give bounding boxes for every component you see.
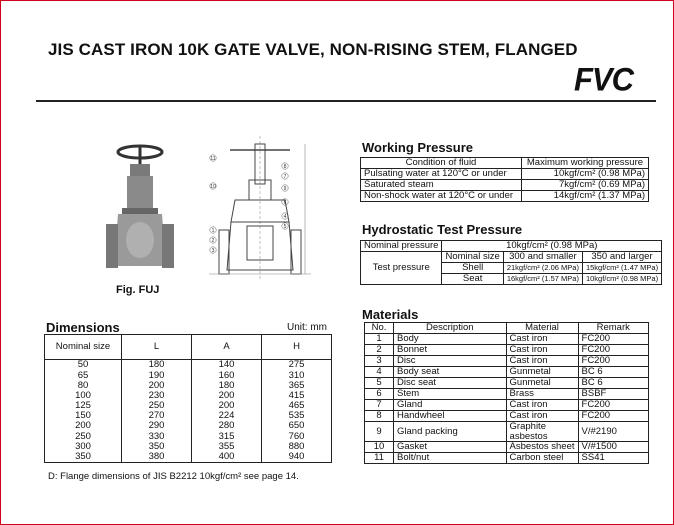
table-row (365, 334, 649, 345)
material-cell: Brass (506, 389, 578, 400)
material-cell: Cast iron (506, 400, 578, 411)
nominal-size-cell: 250 (45, 431, 122, 441)
table-row (361, 191, 649, 202)
materials-heading: Materials (362, 307, 419, 322)
callout-label: 7 (283, 174, 287, 180)
table-row (361, 180, 649, 191)
material-cell: Graphite asbestos (506, 422, 578, 442)
h-cell: 365 (262, 380, 332, 390)
callout-label: 9 (283, 186, 287, 192)
description-header: Description (394, 323, 507, 334)
callout-label: 8 (283, 164, 287, 170)
size-large-header: 350 and larger (582, 252, 661, 263)
dimensions-table (44, 334, 332, 463)
l-cell: 180 (122, 360, 192, 371)
remark-cell: SS41 (578, 453, 648, 464)
no-cell: 11 (365, 453, 394, 464)
h-cell: 940 (262, 452, 332, 463)
table-header-row (365, 323, 649, 334)
dimensions-heading: Dimensions (46, 320, 120, 335)
no-cell: 1 (365, 334, 394, 345)
remark-cell: BC 6 (578, 367, 648, 378)
no-cell: 10 (365, 442, 394, 453)
l-header: L (122, 335, 192, 360)
nominal-size-cell: 125 (45, 401, 122, 411)
callout-label: 3 (211, 248, 215, 254)
callout-label: 1 (211, 228, 215, 234)
no-cell: 2 (365, 345, 394, 356)
table-row (365, 378, 649, 389)
pressure-cell: 7kgf/cm² (0.69 MPa) (521, 180, 648, 191)
flange-note: D: Flange dimensions of JIS B2212 10kgf/cm² see page 14. (48, 471, 299, 482)
table-row (365, 442, 649, 453)
description-cell: Gland (394, 400, 507, 411)
shell-label: Shell (442, 263, 503, 274)
a-cell: 180 (192, 380, 262, 390)
fvc-logo: FVC (574, 61, 633, 98)
l-cell: 380 (122, 452, 192, 463)
table-row (361, 252, 662, 263)
remark-cell: FC200 (578, 356, 648, 367)
no-cell: 5 (365, 378, 394, 389)
seat-large-value: 10kgf/cm² (0.98 MPa) (582, 274, 661, 285)
l-cell: 190 (122, 370, 192, 380)
nominal-size-cell: 300 (45, 442, 122, 452)
figure-label: Fig. FUJ (116, 284, 160, 296)
nominal-size-cell: 50 (45, 360, 122, 371)
remark-cell: FC200 (578, 411, 648, 422)
description-cell: Gland packing (394, 422, 507, 442)
nominal-size-label: Nominal size (442, 252, 503, 263)
material-cell: Cast iron (506, 345, 578, 356)
h-cell: 465 (262, 401, 332, 411)
size-small-header: 300 and smaller (503, 252, 582, 263)
nominal-pressure-label: Nominal pressure (361, 241, 442, 252)
l-cell: 250 (122, 401, 192, 411)
nominal-size-cell: 150 (45, 411, 122, 421)
description-cell: Stem (394, 389, 507, 400)
page-title: JIS CAST IRON 10K GATE VALVE, NON-RISING STEM, FLANGED (48, 40, 578, 59)
callout-label: 2 (211, 238, 215, 244)
a-header: A (192, 335, 262, 360)
material-cell: Asbestos sheet (506, 442, 578, 453)
a-cell: 400 (192, 452, 262, 463)
nominal-pressure-value: 10kgf/cm² (0.98 MPa) (442, 241, 662, 252)
table-row (365, 400, 649, 411)
material-cell: Cast iron (506, 356, 578, 367)
hydrostatic-table (360, 240, 662, 285)
description-cell: Gasket (394, 442, 507, 453)
h-cell: 535 (262, 411, 332, 421)
callout-label: 6 (283, 200, 287, 206)
table-row (365, 356, 649, 367)
no-cell: 9 (365, 422, 394, 442)
a-cell: 140 (192, 360, 262, 371)
nominal-size-cell: 100 (45, 391, 122, 401)
callout-label: 4 (283, 214, 287, 220)
materials-table (364, 322, 649, 464)
shell-large-value: 15kgf/cm² (1.47 MPa) (582, 263, 661, 274)
table-row (45, 452, 332, 463)
table-row (365, 345, 649, 356)
table-row (45, 421, 332, 431)
h-cell: 415 (262, 391, 332, 401)
a-cell: 315 (192, 431, 262, 441)
max-pressure-header: Maximum working pressure (521, 158, 648, 169)
nominal-size-cell: 80 (45, 380, 122, 390)
condition-cell: Pulsating water at 120°C or under (361, 169, 522, 180)
remark-cell: BC 6 (578, 378, 648, 389)
table-row (365, 389, 649, 400)
h-cell: 880 (262, 442, 332, 452)
remark-cell: V/#1500 (578, 442, 648, 453)
table-row (45, 360, 332, 371)
material-cell: Cast iron (506, 334, 578, 345)
table-row (365, 411, 649, 422)
nominal-size-cell: 65 (45, 370, 122, 380)
material-header: Material (506, 323, 578, 334)
h-cell: 760 (262, 431, 332, 441)
remark-cell: BSBF (578, 389, 648, 400)
description-cell: Bonnet (394, 345, 507, 356)
working-pressure-heading: Working Pressure (362, 140, 474, 155)
l-cell: 230 (122, 391, 192, 401)
h-cell: 275 (262, 360, 332, 371)
valve-photo (100, 136, 180, 286)
nominal-size-header: Nominal size (45, 335, 122, 360)
a-cell: 160 (192, 370, 262, 380)
seat-small-value: 16kgf/cm² (1.57 MPa) (503, 274, 582, 285)
a-cell: 200 (192, 401, 262, 411)
table-header-row (361, 158, 649, 169)
working-pressure-table (360, 157, 649, 202)
h-header: H (262, 335, 332, 360)
no-cell: 8 (365, 411, 394, 422)
nominal-size-cell: 350 (45, 452, 122, 463)
no-cell: 7 (365, 400, 394, 411)
no-cell: 4 (365, 367, 394, 378)
condition-cell: Saturated steam (361, 180, 522, 191)
callout-label: 5 (283, 224, 287, 230)
unit-label: Unit: mm (287, 322, 327, 333)
table-row (365, 453, 649, 464)
h-cell: 310 (262, 370, 332, 380)
title-divider (36, 100, 656, 102)
no-header: No. (365, 323, 394, 334)
remark-header: Remark (578, 323, 648, 334)
remark-cell: FC200 (578, 334, 648, 345)
nominal-size-cell: 200 (45, 421, 122, 431)
no-cell: 3 (365, 356, 394, 367)
table-header-row (45, 335, 332, 360)
seat-label: Seat (442, 274, 503, 285)
table-row (361, 241, 662, 252)
description-cell: Body seat (394, 367, 507, 378)
a-cell: 224 (192, 411, 262, 421)
no-cell: 6 (365, 389, 394, 400)
description-cell: Disc seat (394, 378, 507, 389)
remark-cell: V/#2190 (578, 422, 648, 442)
a-cell: 355 (192, 442, 262, 452)
a-cell: 200 (192, 391, 262, 401)
test-pressure-label: Test pressure (361, 252, 442, 285)
l-cell: 200 (122, 380, 192, 390)
material-cell: Gunmetal (506, 367, 578, 378)
table-row (365, 422, 649, 442)
pressure-cell: 14kgf/cm² (1.37 MPa) (521, 191, 648, 202)
a-cell: 280 (192, 421, 262, 431)
callout-label: 11 (210, 156, 216, 162)
description-cell: Handwheel (394, 411, 507, 422)
table-row (365, 367, 649, 378)
hydrostatic-heading: Hydrostatic Test Pressure (362, 222, 523, 237)
description-cell: Bolt/nut (394, 453, 507, 464)
table-row (361, 169, 649, 180)
valve-section-drawing (205, 130, 315, 290)
table-row (45, 370, 332, 380)
remark-cell: FC200 (578, 345, 648, 356)
condition-header: Condition of fluid (361, 158, 522, 169)
l-cell: 350 (122, 442, 192, 452)
description-cell: Body (394, 334, 507, 345)
material-cell: Carbon steel (506, 453, 578, 464)
pressure-cell: 10kgf/cm² (0.98 MPa) (521, 169, 648, 180)
condition-cell: Non-shock water at 120°C or under (361, 191, 522, 202)
shell-small-value: 21kgf/cm² (2.06 MPa) (503, 263, 582, 274)
l-cell: 330 (122, 431, 192, 441)
h-cell: 650 (262, 421, 332, 431)
l-cell: 290 (122, 421, 192, 431)
remark-cell: FC200 (578, 400, 648, 411)
material-cell: Cast iron (506, 411, 578, 422)
table-row (45, 431, 332, 441)
l-cell: 270 (122, 411, 192, 421)
description-cell: Disc (394, 356, 507, 367)
callout-label: 10 (210, 184, 216, 190)
material-cell: Gunmetal (506, 378, 578, 389)
